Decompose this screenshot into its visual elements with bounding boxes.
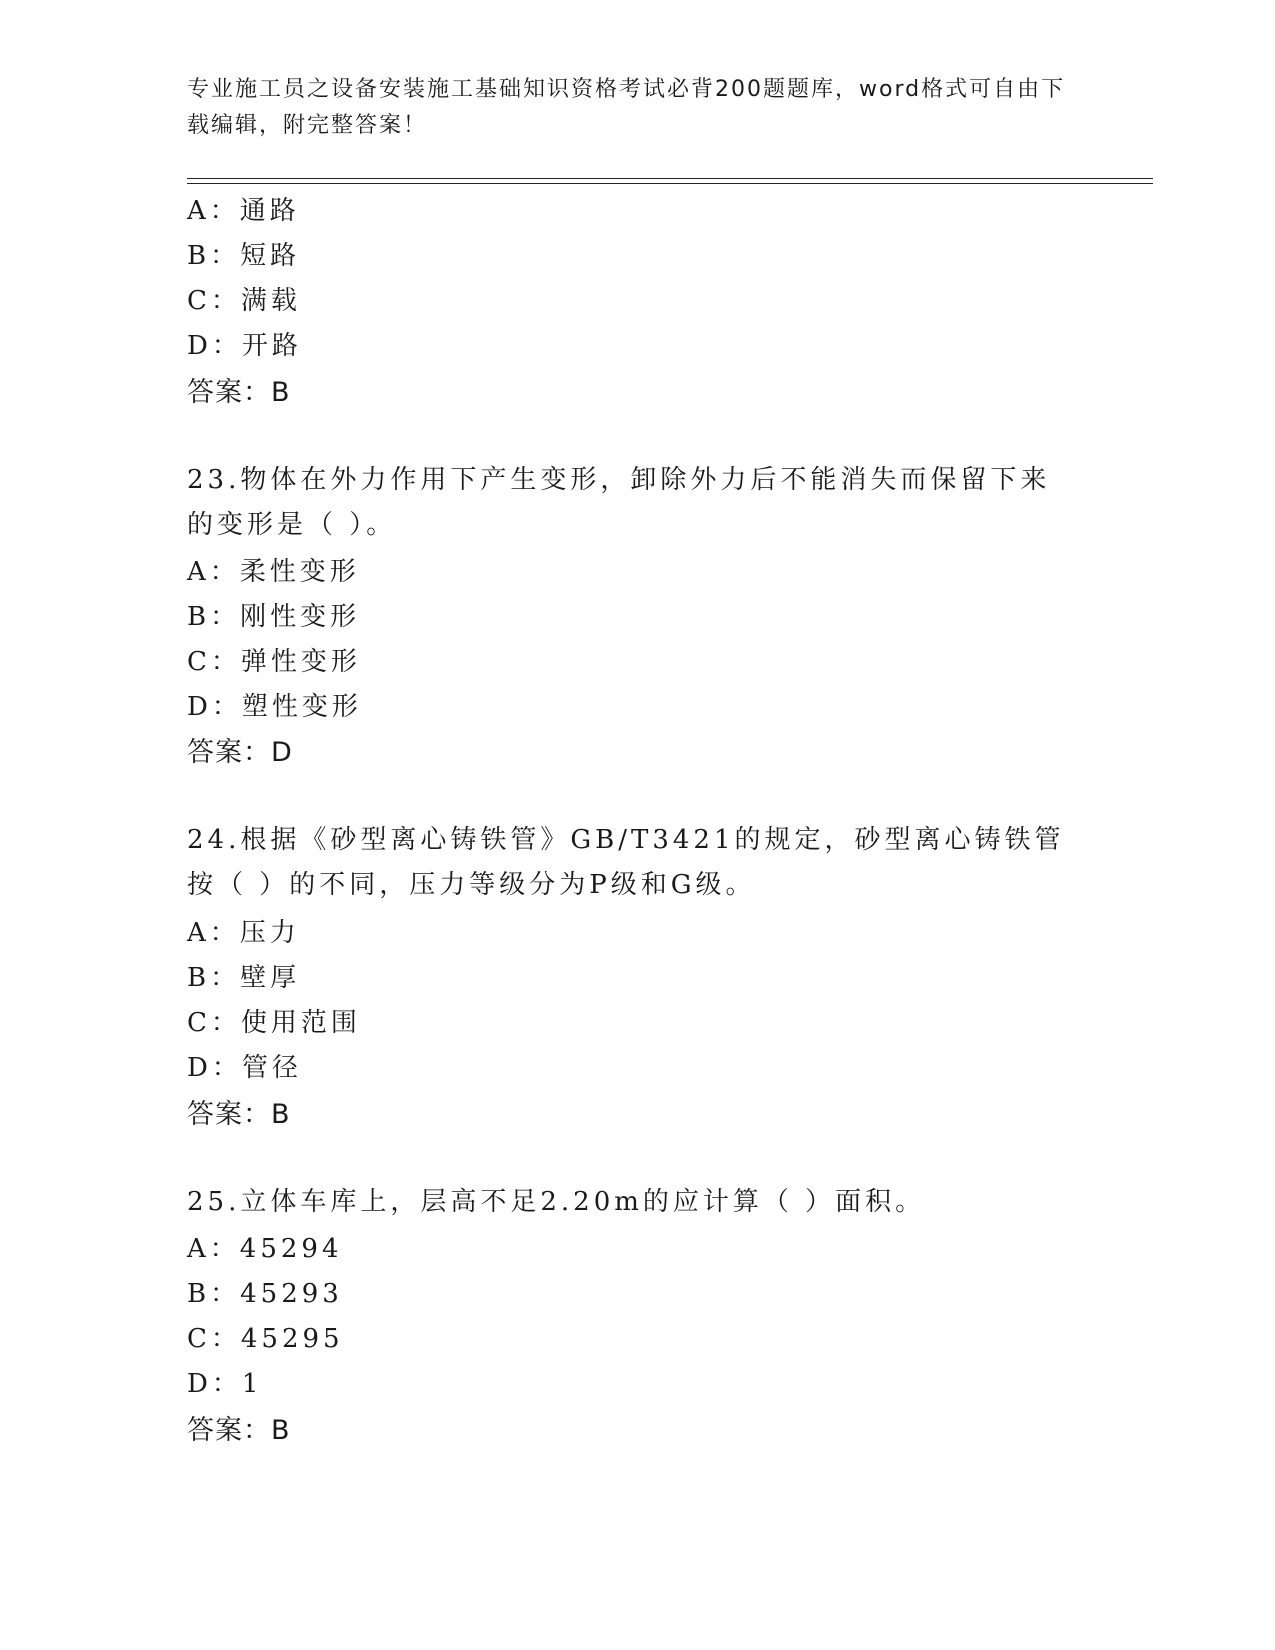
q24-option-b: B：壁厚 xyxy=(187,963,301,993)
q23-option-a: A：柔性变形 xyxy=(187,557,360,587)
q22-answer: 答案：B xyxy=(187,377,291,408)
q24-option-a: A：压力 xyxy=(187,918,300,948)
header-divider-bottom xyxy=(187,183,1153,184)
q24-answer: 答案：B xyxy=(187,1099,291,1130)
document-header: 专业施工员之设备安装施工基础知识资格考试必背200题题库，word格式可自由下载编辑，附完整答案！ xyxy=(187,77,1066,138)
q22-option-a: A：通路 xyxy=(187,196,300,226)
q24-question: 24.根据《砂型离心铸铁管》GB/T3421的规定，砂型离心铸铁管按（ ）的不同，压力等级分为P级和G级。 xyxy=(187,825,1065,900)
q25-option-b: B：45293 xyxy=(187,1279,343,1309)
q25-question: 25.立体车库上，层高不足2.20m的应计算（ ）面积。 xyxy=(187,1187,926,1217)
q23-question: 23.物体在外力作用下产生变形，卸除外力后不能消失而保留下来的变形是（ ）。 xyxy=(187,465,1051,540)
q23-option-d: D：塑性变形 xyxy=(187,692,362,722)
q23-option-b: B：刚性变形 xyxy=(187,602,361,632)
q25-option-c: C：45295 xyxy=(187,1324,344,1354)
q23-answer: 答案：D xyxy=(187,737,293,768)
q25-option-a: A：45294 xyxy=(187,1234,343,1264)
q25-answer: 答案：B xyxy=(187,1415,291,1446)
q22-option-b: B：短路 xyxy=(187,241,301,271)
q22-option-d: D：开路 xyxy=(187,331,302,361)
q22-option-c: C：满载 xyxy=(187,286,301,316)
header-divider-top xyxy=(187,178,1153,179)
q23-option-c: C：弹性变形 xyxy=(187,647,361,677)
q24-option-d: D：管径 xyxy=(187,1053,302,1083)
q25-option-d: D：1 xyxy=(187,1369,263,1399)
q24-option-c: C：使用范围 xyxy=(187,1008,361,1038)
